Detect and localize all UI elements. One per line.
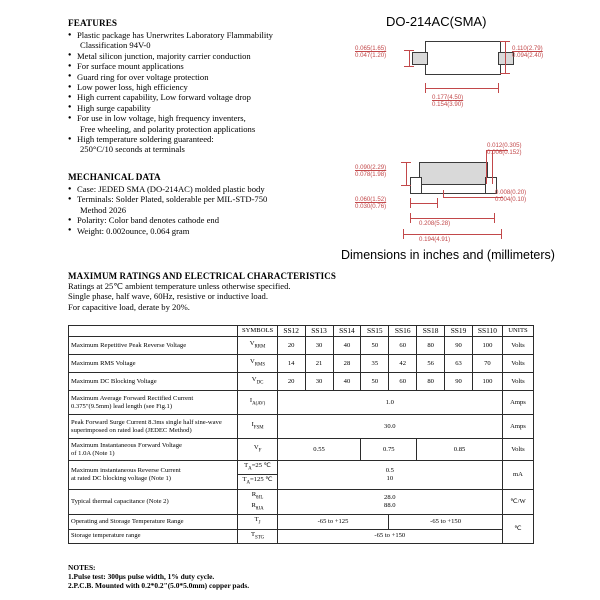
value-cell-tj-left: -65 to +125 bbox=[277, 515, 389, 529]
param-label bbox=[69, 391, 238, 415]
value-cell: 63 bbox=[445, 355, 473, 373]
dim-tick-standoff bbox=[443, 190, 444, 198]
value-rthja: 88.0 bbox=[384, 501, 396, 509]
value-cell-group: 0.55 bbox=[277, 439, 361, 461]
units-cell: ℃ bbox=[502, 515, 533, 544]
symbol-cell: $T_{STG}$ bbox=[238, 529, 277, 543]
features-title: FEATURES bbox=[68, 18, 118, 28]
header-blank bbox=[69, 326, 238, 337]
param-label: Maximum RMS Voltage bbox=[69, 355, 238, 373]
dim-line-lead-length bbox=[410, 203, 438, 204]
value-cell: 100 bbox=[472, 337, 502, 355]
ratings-line-3: For capacitive load, derate by 20%. bbox=[68, 301, 190, 312]
param-line-2: at rated DC blocking voltage (Note 1) bbox=[71, 474, 171, 482]
value-cell-span: 30.0 bbox=[277, 415, 502, 439]
value-cell: 20 bbox=[277, 337, 305, 355]
param-label: Storage temperature range bbox=[69, 529, 238, 543]
dim-leader-standoff bbox=[443, 197, 503, 198]
list-item: ● High temperature soldering guaranteed: 250°C/10 seconds at terminals bbox=[68, 134, 318, 155]
header-part-ss13: SS13 bbox=[305, 326, 333, 337]
dim-tick-thick-top bbox=[401, 162, 411, 163]
package-body-side bbox=[419, 162, 488, 186]
dim-tick-lead-top bbox=[404, 50, 414, 51]
dim-overall-upper-label: 0.208(5.28) bbox=[419, 220, 451, 227]
param-label: Typical thermal capacitance (Note 2) bbox=[69, 489, 238, 515]
condition-cell-25c: $T_A=25$ ℃ bbox=[238, 461, 277, 475]
dim-tick-overall-inner-l bbox=[410, 213, 411, 223]
list-item: ● For use in low voltage, high frequency inventers, Free wheeling, and polarity protection applications bbox=[68, 113, 318, 134]
ratings-heading-block bbox=[68, 271, 398, 312]
param-label: Maximum Repetitive Peak Reverse Voltage bbox=[69, 337, 238, 355]
lead-foot-left bbox=[410, 177, 422, 194]
list-item: ● Terminals: Solder Plated, solderable per MIL-STD-750 Method 2026 bbox=[68, 194, 318, 215]
list-item: ● Polarity: Color band denotes cathode end bbox=[68, 215, 318, 225]
param-label bbox=[69, 461, 238, 490]
list-item: ● For surface mount applications bbox=[68, 61, 318, 71]
list-item: ● Metal silicon junction, majority carrier conduction bbox=[68, 51, 318, 61]
value-cell: 35 bbox=[361, 355, 389, 373]
value-cell: 56 bbox=[417, 355, 445, 373]
dim-line-body-width bbox=[425, 88, 499, 89]
param-line-2: superimposed on rated load (JEDEC Method) bbox=[71, 426, 192, 434]
value-cell: 40 bbox=[333, 337, 361, 355]
dim-tick-overall-outer-l bbox=[403, 229, 404, 239]
header-units: UNITS bbox=[502, 326, 533, 337]
condition-cell-125c: $T_A=125$ ℃ bbox=[238, 475, 277, 489]
mechanical-data-list bbox=[68, 184, 318, 236]
value-cell: 30 bbox=[305, 373, 333, 391]
header-part-ss14: SS14 bbox=[333, 326, 361, 337]
value-cell: 50 bbox=[361, 337, 389, 355]
header-part-ss12: SS12 bbox=[277, 326, 305, 337]
value-cell: 42 bbox=[389, 355, 417, 373]
units-cell: Volts bbox=[502, 337, 533, 355]
value-cell: 90 bbox=[445, 337, 473, 355]
value-ir-25c: 0.5 bbox=[385, 466, 394, 474]
value-cell: 80 bbox=[417, 337, 445, 355]
units-cell: Volts bbox=[502, 439, 533, 461]
dim-tick-overall-inner-r bbox=[494, 213, 495, 223]
symbol-cell: $V_F$ bbox=[238, 439, 277, 461]
symbol-cell: $T_J$ bbox=[238, 515, 277, 529]
mechanical-data-title: MECHANICAL DATA bbox=[68, 172, 161, 182]
table-row bbox=[69, 337, 534, 355]
param-line-2: of 1.0A (Note 1) bbox=[71, 449, 115, 457]
table-row bbox=[69, 373, 534, 391]
param-label bbox=[69, 439, 238, 461]
value-cell: 60 bbox=[389, 373, 417, 391]
value-cell: 14 bbox=[277, 355, 305, 373]
table-row bbox=[69, 355, 534, 373]
list-item: ● Plastic package has Unerwrites Laboratory Flammability Classification 94V-0 bbox=[68, 30, 318, 51]
dim-tick-width-left bbox=[425, 83, 426, 93]
notes-section bbox=[68, 563, 249, 590]
value-cell-ir bbox=[277, 461, 502, 490]
table-row bbox=[69, 489, 534, 515]
table-row bbox=[69, 529, 534, 543]
package-body-top bbox=[425, 41, 501, 75]
features-section bbox=[68, 18, 318, 155]
param-line-2: 0.375"(9.5mm) lead length (see Fig.1) bbox=[71, 402, 173, 410]
symbol-cell: $I_{A(AV)}$ bbox=[238, 391, 277, 415]
value-cell-tj-right: -65 to +150 bbox=[389, 515, 503, 529]
symbol-rthjl: $R_{\theta JL}$ bbox=[251, 490, 264, 500]
table-header-row bbox=[69, 326, 534, 337]
value-cell: 30 bbox=[305, 337, 333, 355]
param-label: Maximum DC Blocking Voltage bbox=[69, 373, 238, 391]
dim-tick-lead-bottom bbox=[404, 66, 414, 67]
dim-tick-body-top bbox=[500, 41, 510, 42]
dim-body-thickness-label: 0.090(2.29) 0.078(1.98) bbox=[355, 164, 387, 179]
symbol-cell: $I_{FSM}$ bbox=[238, 415, 277, 439]
value-cell: 21 bbox=[305, 355, 333, 373]
dim-tick-width-right bbox=[498, 83, 499, 93]
symbol-cell: $V_{DC}$ bbox=[238, 373, 277, 391]
value-cell-group: 0.75 bbox=[361, 439, 417, 461]
package-title: DO-214AC(SMA) bbox=[386, 14, 487, 29]
dim-lead-thickness-label: 0.012(0.305) 0.006(0.152) bbox=[487, 142, 522, 157]
dim-body-height-label: 0.110(2.79) 0.094(2.40) bbox=[512, 45, 544, 60]
param-line-1: Maximum Instantaneous Forward Voltage bbox=[71, 441, 182, 449]
dim-standoff-label: 0.008(0.20) 0.004(0.10) bbox=[495, 189, 527, 204]
header-part-ss15: SS15 bbox=[361, 326, 389, 337]
units-cell: Amps bbox=[502, 415, 533, 439]
lead-left-top bbox=[412, 52, 428, 65]
units-cell: Volts bbox=[502, 373, 533, 391]
value-cell-thermal bbox=[277, 489, 502, 515]
header-part-ss110: SS110 bbox=[472, 326, 502, 337]
dim-tick-overall-outer-r bbox=[501, 229, 502, 239]
value-rthjl: 28.0 bbox=[384, 493, 396, 501]
units-cell: Amps bbox=[502, 391, 533, 415]
note-1: 1.Pulse test: 300μs pulse width, 1% duty cycle. bbox=[68, 572, 215, 581]
param-line-1: Maximum instantaneous Reverse Current bbox=[71, 466, 181, 474]
value-cell: 20 bbox=[277, 373, 305, 391]
value-cell-group: 0.85 bbox=[417, 439, 503, 461]
table-row bbox=[69, 439, 534, 461]
dim-lead-length-label: 0.060(1.52) 0.030(0.76) bbox=[355, 196, 387, 211]
list-item: ● Case: JEDED SMA (DO-214AC) molded plastic body bbox=[68, 184, 318, 194]
features-list bbox=[68, 30, 318, 155]
dim-line-lead-height bbox=[409, 50, 410, 67]
ratings-table bbox=[68, 325, 534, 544]
value-cell: 90 bbox=[445, 373, 473, 391]
value-cell: 28 bbox=[333, 355, 361, 373]
symbol-cell bbox=[238, 489, 277, 515]
value-cell-span: -65 to +150 bbox=[277, 529, 502, 543]
list-item: ● Low power loss, high efficiency bbox=[68, 82, 318, 92]
value-cell: 100 bbox=[472, 373, 502, 391]
list-item: ● High current capability, Low forward voltage drop bbox=[68, 92, 318, 102]
units-cell: Volts bbox=[502, 355, 533, 373]
dim-body-width-label: 0.177(4.50) 0.154(3.90) bbox=[432, 94, 464, 109]
mechanical-data-section bbox=[68, 172, 318, 236]
dim-tick-thick-bottom bbox=[401, 185, 411, 186]
header-part-ss16: SS16 bbox=[389, 326, 417, 337]
value-cell: 40 bbox=[333, 373, 361, 391]
symbol-rthja: $R_{\theta JA}$ bbox=[251, 501, 264, 512]
list-item: ● Guard ring for over voltage protection bbox=[68, 72, 318, 82]
ratings-title: MAXIMUM RATINGS AND ELECTRICAL CHARACTERISTICS bbox=[68, 271, 336, 281]
ratings-line-2: Single phase, half wave, 60Hz, resistive or inductive load. bbox=[68, 291, 268, 302]
value-cell: 50 bbox=[361, 373, 389, 391]
dim-line-body-thickness bbox=[406, 162, 407, 186]
dim-line-overall-outer bbox=[403, 234, 502, 235]
notes-title: NOTES: bbox=[68, 563, 96, 572]
dim-tick-body-bottom bbox=[500, 73, 510, 74]
value-cell: 70 bbox=[472, 355, 502, 373]
table-row bbox=[69, 415, 534, 439]
table-row bbox=[69, 461, 534, 475]
header-symbols: SYMBOLS bbox=[238, 326, 277, 337]
units-cell: mA bbox=[502, 461, 533, 490]
ratings-line-1: Ratings at 25℃ ambient temperature unless otherwise specified. bbox=[68, 281, 291, 291]
list-item: ● Weight: 0.002ounce, 0.064 gram bbox=[68, 226, 318, 236]
units-cell: ℃/W bbox=[502, 489, 533, 515]
dim-line-overall-inner bbox=[410, 218, 495, 219]
dim-lead-height-label: 0.065(1.65) 0.047(1.20) bbox=[355, 45, 387, 60]
symbol-cell: $V_{RRM}$ bbox=[238, 337, 277, 355]
table-row bbox=[69, 391, 534, 415]
header-part-ss19: SS19 bbox=[445, 326, 473, 337]
header-part-ss18: SS18 bbox=[417, 326, 445, 337]
dim-overall-lower-label: 0.194(4.91) bbox=[419, 236, 451, 243]
value-cell-span: 1.0 bbox=[277, 391, 502, 415]
value-cell: 60 bbox=[389, 337, 417, 355]
list-item: ● High surge capability bbox=[68, 103, 318, 113]
value-cell: 80 bbox=[417, 373, 445, 391]
param-line-1: Peak Forward Surge Current 8.3ms single half sine-wave bbox=[71, 418, 222, 426]
param-line-1: Maximum Average Forward Rectified Current bbox=[71, 394, 194, 402]
symbol-cell: $V_{RMS}$ bbox=[238, 355, 277, 373]
table-row bbox=[69, 515, 534, 529]
param-label: Operating and Storage Temperature Range bbox=[69, 515, 238, 529]
param-label bbox=[69, 415, 238, 439]
dim-line-body-height bbox=[505, 41, 506, 74]
dim-tick-leadlen-right bbox=[437, 198, 438, 208]
dimensions-caption: Dimensions in inches and (millimeters) bbox=[341, 248, 555, 262]
dim-tick-leadlen-left bbox=[410, 198, 411, 208]
note-2: 2.P.C.B. Mounted with 0.2*0.2"(5.0*5.0mm) copper pads. bbox=[68, 581, 250, 590]
lead-frame-base bbox=[410, 184, 497, 194]
value-ir-125c: 10 bbox=[386, 474, 394, 482]
